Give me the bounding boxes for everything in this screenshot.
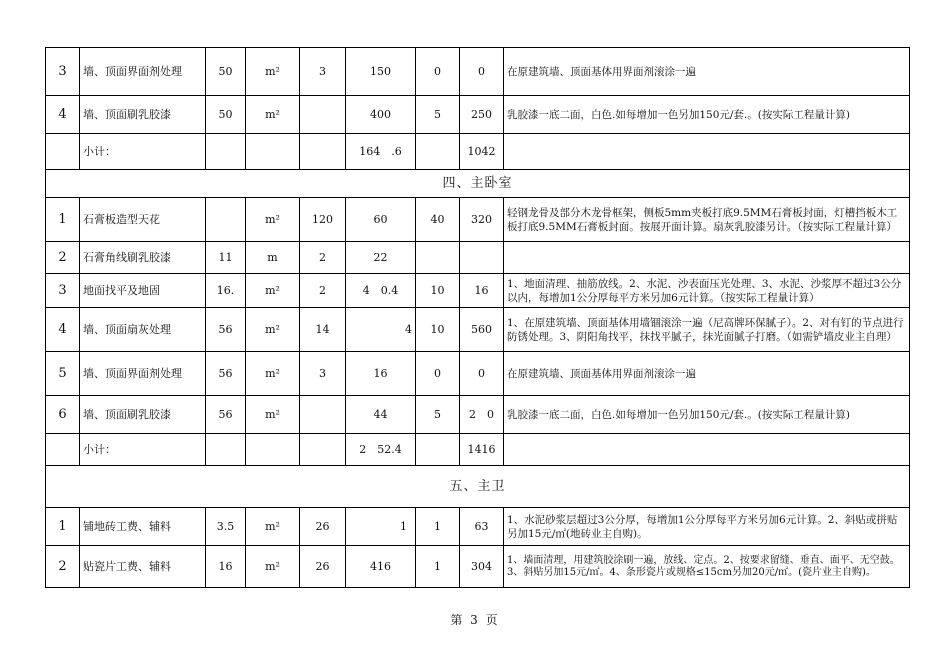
unit: m² [246,198,300,242]
table-row [46,308,910,352]
quote-table [45,47,910,588]
material-total: 1 [346,508,416,546]
labor-price: 40 [416,198,460,242]
labor-total: 560 [460,308,504,352]
material-price [300,96,346,134]
labor-price: 1 [416,508,460,546]
quantity: 50 [206,96,246,134]
material-total: 16 [346,352,416,396]
description: 乳胶漆一底二面，白色.如每增加一色另加150元/套.。(按实际工程量计算) [504,96,910,134]
labor-total: 304 [460,546,504,588]
subtotal-row [46,134,910,170]
row-number: 4 [46,96,80,134]
unit: m² [246,546,300,588]
page-number: 第 3 页 [450,613,500,627]
subtotal-material: 164 .6 [346,134,416,170]
description: 在原建筑墙、顶面基体用界面剂滚涂一遍 [504,48,910,96]
quantity: 16 [206,546,246,588]
section-row [46,170,910,198]
subtotal-label: 小计： [80,434,206,466]
quantity: 11 [206,242,246,274]
material-price: 2 [300,242,346,274]
subtotal-label: 小计： [80,134,206,170]
section-title: 五、主卫 [46,466,910,508]
description: 1、在原建筑墙、顶面基体用墙锢滚涂一遍（尼高牌环保腻子）。2、对有钉的节点进行防锈处理。3、阴阳角找平，抹找平腻子，抹光面腻子打磨。（如需铲墙皮业主自理） [504,308,910,352]
subtotal-labor: 1042 [460,134,504,170]
row-number: 5 [46,352,80,396]
labor-total: 0 [460,48,504,96]
table-row [46,96,910,134]
description: 1、墙面清理，用建筑胶涂刷一遍，放线、定点。2、按要求留缝、垂直、面平、无空鼓。3、斜贴另加15元/㎡。4、条形瓷片或规格≤15cm另加20元/㎡。(瓷片业主自购)。 [504,546,910,588]
table-row [46,508,910,546]
description: 轻钢龙骨及部分木龙骨框架，侧板5mm夹板打底9.5MM石膏板封面，灯槽挡板木工板打底9.5MM石膏板封面。按展开面计算。扇灰乳胶漆另计。（按实际工程量计算） [504,198,910,242]
unit: m² [246,308,300,352]
labor-total: 320 [460,198,504,242]
labor-price: 10 [416,274,460,308]
material-price: 14 [300,308,346,352]
description [504,242,910,274]
item-name: 墙、顶面扇灰处理 [80,308,206,352]
item-name: 铺地砖工费、辅料 [80,508,206,546]
quantity: 16. [206,274,246,308]
section-row [46,466,910,508]
item-name: 石膏板造型天花 [80,198,206,242]
quantity: 50 [206,48,246,96]
row-number: 1 [46,198,80,242]
item-name: 墙、顶面界面剂处理 [80,352,206,396]
labor-total: 16 [460,274,504,308]
table-row [46,242,910,274]
row-number: 3 [46,274,80,308]
material-price: 26 [300,546,346,588]
quantity: 56 [206,396,246,434]
labor-total: 63 [460,508,504,546]
labor-price [416,242,460,274]
quantity: 56 [206,352,246,396]
labor-total: 250 [460,96,504,134]
unit: m² [246,508,300,546]
table-row [46,198,910,242]
material-total: 22 [346,242,416,274]
labor-total: 0 [460,352,504,396]
quantity: 56 [206,308,246,352]
row-number: 2 [46,546,80,588]
subtotal-row [46,434,910,466]
unit: m² [246,48,300,96]
material-price: 120 [300,198,346,242]
item-name: 墙、顶面刷乳胶漆 [80,396,206,434]
labor-price: 10 [416,308,460,352]
labor-total: 2 0 [460,396,504,434]
description: 1、地面清理、抽筋放线。2、水泥、沙表面压光处理、3、水泥、沙浆厚不超过3公分以内，每增加1公分厚每平方米另加6元计算。（按实际工程量计算） [504,274,910,308]
row-number: 3 [46,48,80,96]
quantity [206,198,246,242]
section-title: 四、主卧室 [46,170,910,198]
item-name: 墙、顶面界面剂处理 [80,48,206,96]
table-row [46,274,910,308]
material-price: 3 [300,48,346,96]
material-price: 2 [300,274,346,308]
unit: m² [246,352,300,396]
material-total: 416 [346,546,416,588]
material-total: 4 [346,308,416,352]
unit: m² [246,396,300,434]
unit: m [246,242,300,274]
table-row [46,352,910,396]
item-name: 墙、顶面刷乳胶漆 [80,96,206,134]
labor-price: 5 [416,96,460,134]
row-number: 6 [46,396,80,434]
quantity: 3.5 [206,508,246,546]
subtotal-material: 2 52.4 [346,434,416,466]
material-total: 4 0.4 [346,274,416,308]
table-row [46,546,910,588]
row-number: 1 [46,508,80,546]
subtotal-labor: 1416 [460,434,504,466]
labor-price: 1 [416,546,460,588]
description: 乳胶漆一底二面，白色.如每增加一色另加150元/套.。(按实际工程量计算) [504,396,910,434]
material-price [300,396,346,434]
row-number: 2 [46,242,80,274]
table-row [46,396,910,434]
material-total: 150 [346,48,416,96]
material-total: 44 [346,396,416,434]
table-row [46,48,910,96]
unit: m² [246,274,300,308]
labor-price: 5 [416,396,460,434]
row-number: 4 [46,308,80,352]
material-price: 3 [300,352,346,396]
labor-total [460,242,504,274]
unit: m² [246,96,300,134]
description: 在原建筑墙、顶面基体用界面剂滚涂一遍 [504,352,910,396]
material-total: 400 [346,96,416,134]
material-total: 60 [346,198,416,242]
material-price: 26 [300,508,346,546]
description: 1、水泥砂浆层超过3公分厚，每增加1公分厚每平方米另加6元计算。2、斜贴或拼贴另加15元/㎡(地砖业主自购)。 [504,508,910,546]
item-name: 石膏角线刷乳胶漆 [80,242,206,274]
labor-price: 0 [416,48,460,96]
item-name: 贴瓷片工费、辅料 [80,546,206,588]
labor-price: 0 [416,352,460,396]
item-name: 地面找平及地固 [80,274,206,308]
